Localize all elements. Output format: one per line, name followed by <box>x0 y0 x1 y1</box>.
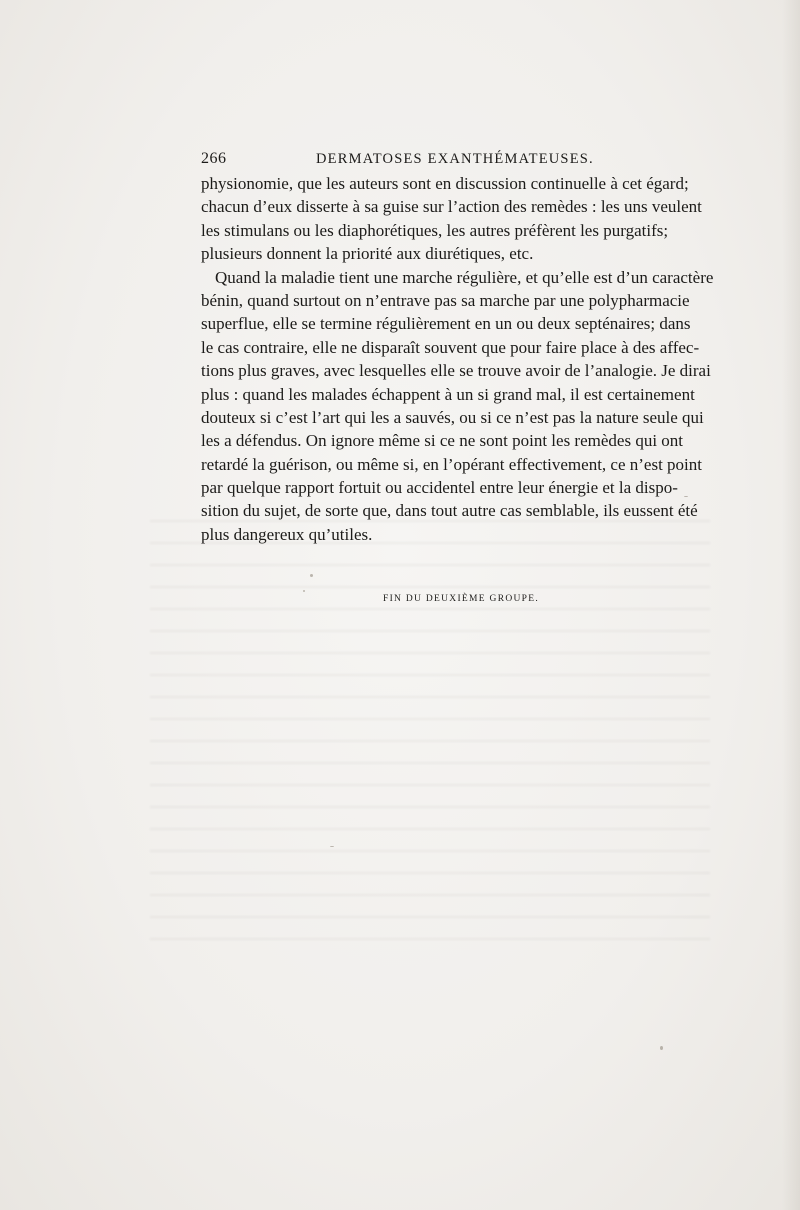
paper-speck <box>660 1046 663 1050</box>
paper-speck <box>330 846 334 847</box>
text-line: les a défendus. On ignore même si ce ne sont point les remèdes qui ont <box>201 431 684 451</box>
paper-speck <box>310 574 313 577</box>
body-text <box>201 172 714 546</box>
paper-speck <box>303 590 305 592</box>
paragraph-first-line: Quand la maladie tient une marche régulière, et qu’elle est d’un caractère <box>215 267 714 287</box>
text-line: le cas contraire, elle ne disparaît souvent que pour faire place à des affec- <box>201 337 700 357</box>
running-title: DERMATOSES EXANTHÉMATEUSES. <box>316 151 594 167</box>
text-line: superflue, elle se termine régulièrement en un ou deux septénaires; dans <box>201 314 691 334</box>
text-line: plus dangereux qu’utiles. <box>201 524 373 544</box>
text-line: par quelque rapport fortuit ou accidentel entre leur énergie et la dispo- <box>201 478 678 498</box>
text-line: retardé la guérison, ou même si, en l’opérant effectivement, ce n’est point <box>201 454 702 474</box>
text-line: chacun d’eux disserte à sa guise sur l’action des remèdes : les uns veulent <box>201 197 702 217</box>
text-line: plus : quand les malades échappent à un si grand mal, il est certainement <box>201 384 695 404</box>
end-of-group-note: FIN DU DEUXIÈME GROUPE. <box>383 594 540 604</box>
show-through-texture <box>150 520 710 940</box>
text-line: plusieurs donnent la priorité aux diurétiques, etc. <box>201 244 534 264</box>
page-edge-shadow <box>782 0 800 1210</box>
text-line: sition du sujet, de sorte que, dans tout autre cas semblable, ils eussent été <box>201 501 698 521</box>
paper-speck <box>684 496 688 497</box>
text-line: douteux si c’est l’art qui les a sauvés, ou si ce n’est pas la nature seule qui <box>201 407 704 427</box>
text-line: physionomie, que les auteurs sont en discussion continuelle à cet égard; <box>201 174 689 193</box>
page-number: 266 <box>201 150 227 167</box>
text-line: les stimulans ou les diaphorétiques, les autres préfèrent les purgatifs; <box>201 220 669 240</box>
page-header <box>201 150 598 172</box>
text-line: bénin, quand surtout on n’entrave pas sa marche par une polypharmacie <box>201 290 690 310</box>
text-line: tions plus graves, avec lesquelles elle se trouve avoir de l’analogie. Je dirai <box>201 361 711 381</box>
